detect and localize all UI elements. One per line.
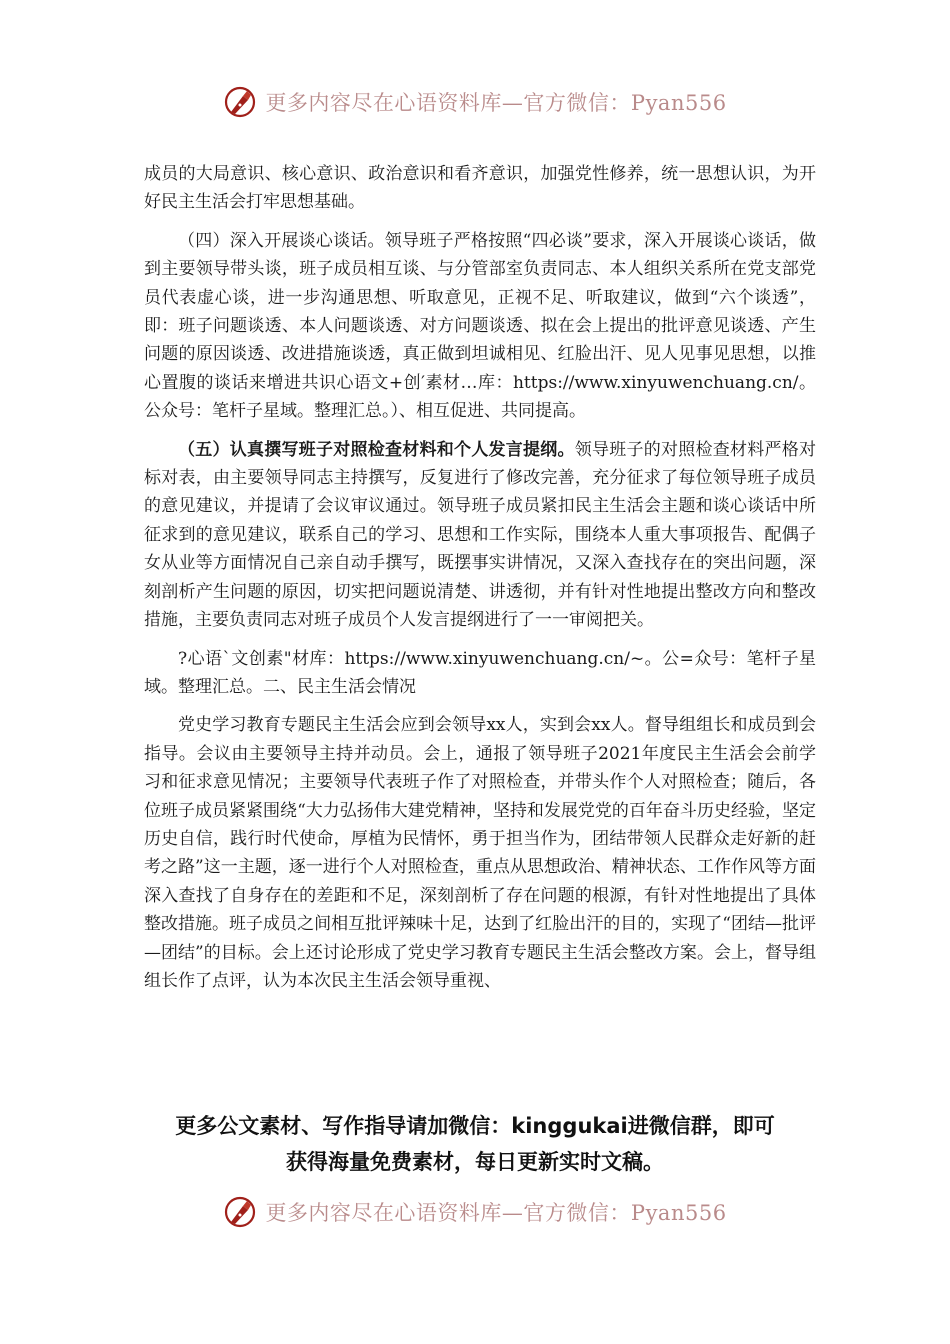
paragraph-meeting-situation: 党史学习教育专题民主生活会应到会领导xx人，实到会xx人。督导组组长和成员到会指导。会议由主要领导主持并动员。会上，通报了领导班子2021年度民主生活会会前学习和征求意见情况；主要领导代表班子作了对照检查，并带头作个人对照检查；随后，各位班子成员紧紧围绕“大力弘扬伟大建党精神，坚持和发展党党的百年奋斗历史经验，坚定历史自信，践行时代使命，厚植为民情怀，勇于担当作为，团结带领人民群众走好新的赶考之路”这一主题，逐一进行个人对照检查，重点从思想政治、精神状态、工作作风等方面深入查找了自身存在的差距和不足，深刻剖析了存在问题的根源，有针对性地提出了具体整改措施。班子成员之间相互批评辣味十足，达到了红脸出汗的目的，实现了“团结—批评—团结”的目标。会上还讨论形成了党史学习教育专题民主生活会整改方案。会上，督导组组长作了点评，认为本次民主生活会领导重视、 [144, 715, 816, 991]
promo-note-line-2: 获得海量免费素材，每日更新实时文稿。 [286, 1150, 664, 1174]
paragraph-review-materials [144, 436, 816, 635]
paragraph-continuation: 成员的大局意识、核心意识、政治意识和看齐意识，加强党性修养，统一思想认识，为开好民主生活会打牢思想基础。 [144, 164, 816, 213]
footer-banner [0, 1190, 950, 1234]
pen-nib-icon [223, 1195, 257, 1229]
promo-note [0, 1108, 950, 1180]
pen-nib-icon [223, 85, 257, 119]
paragraph-review-materials-heading: （五）认真撰写班子对照检查材料和个人发言提纲。 [178, 439, 575, 460]
promo-note-line-1: 更多公文素材、写作指导请加微信：kinggukai进微信群，即可 [175, 1114, 775, 1138]
paragraph-source-note: ?心语`文创素"材库：https://www.xinyuwenchuang.cn/~。公=众号：笔杆子星域。整理汇总。二、民主生活会情况 [144, 648, 816, 697]
document-body [144, 160, 816, 1005]
footer-banner-text: 更多内容尽在心语资料库—官方微信：Pyan556 [265, 1201, 727, 1225]
header-banner-text: 更多内容尽在心语资料库—官方微信：Pyan556 [265, 91, 727, 115]
header-banner [0, 80, 950, 124]
paragraph-review-materials-text: 领导班子的对照检查材料严格对标对表，由主要领导同志主持撰写，反复进行了修改完善，充分征求了每位领导班子成员的意见建议，并提请了会议审议通过。领导班子成员紧扣民主生活会主题和谈心谈话中所征求到的意见建议，联系自己的学习、思想和工作实际，围绕本人重大事项报告、配偶子女从业等方面情况自己亲自动手撰写，既摆事实讲情况，又深入查找存在的突出问题，深刻剖析产生问题的原因，切实把问题说清楚、讲透彻，并有针对性地提出整改方向和整改措施，主要负责同志对班子成员个人发言提纲进行了一一审阅把关。 [144, 439, 816, 631]
paragraph-heart-to-heart-talks: （四）深入开展谈心谈话。领导班子严格按照“四必谈”要求，深入开展谈心谈话，做到主要领导带头谈，班子成员相互谈、与分管部室负责同志、本人组织关系所在党支部党员代表虚心谈，进一步沟通思想、听取意见，正视不足、听取建议，做到“六个谈透”，即：班子问题谈透、本人问题谈透、对方问题谈透、拟在会上提出的批评意见谈透、产生问题的原因谈透、改进措施谈透，真正做到坦诚相见、红脸出汗、见人见事见思想，以推心置腹的谈话来增进共识心语文+创′素材…库：https://www.xinyuwenchuang.cn/。公众号：笔杆子星域。整理汇总。）、相互促进、共同提高。 [144, 230, 816, 422]
